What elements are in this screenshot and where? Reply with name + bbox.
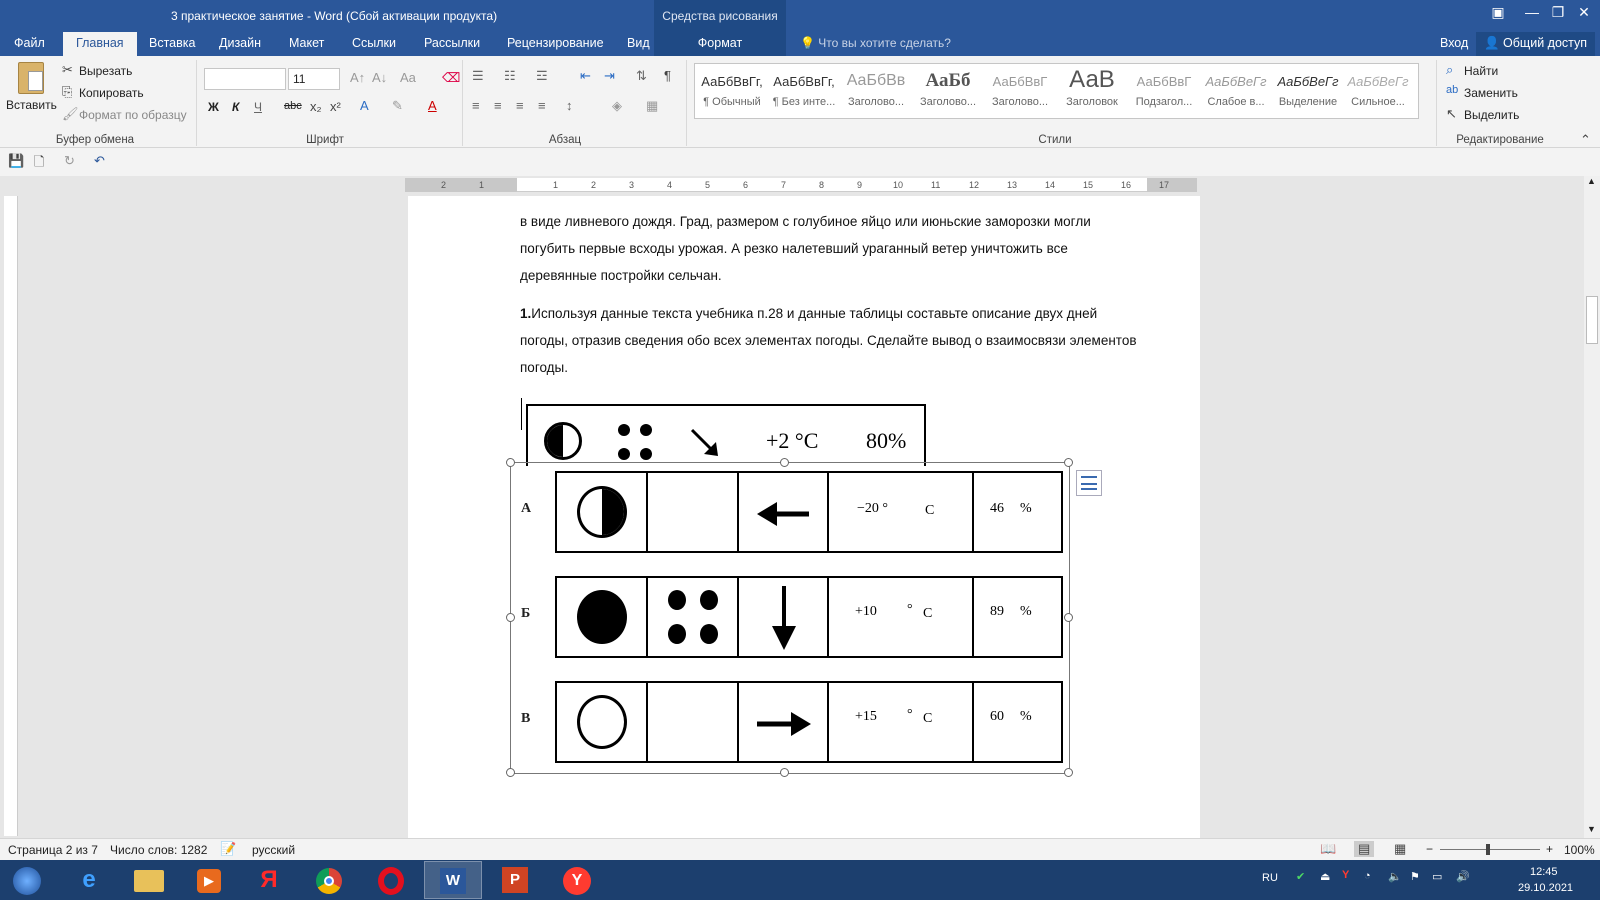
humidity-cell xyxy=(974,683,1065,761)
task-line: погоды, отразив сведения обо всех элементах погоды. Сделайте вывод о взаимосвязи элементов xyxy=(520,333,1137,348)
styles-gallery xyxy=(694,63,1419,119)
wind-cell xyxy=(739,578,829,656)
style-preview: АаБбВеГг xyxy=(1347,74,1409,89)
weather-row-c xyxy=(555,681,1063,763)
styles-group-label: Стили xyxy=(1038,134,1072,146)
wind-arrow-icon xyxy=(688,426,722,460)
tab-home[interactable]: Главная xyxy=(63,32,137,56)
precipitation-dots-icon xyxy=(666,588,722,648)
resize-handle[interactable] xyxy=(780,458,789,467)
humidity-value: 46 xyxy=(990,501,1004,516)
select-icon: ↖ xyxy=(1446,106,1457,121)
network-tray-icon[interactable]: ◔ xyxy=(1364,870,1371,882)
style-preview: АаБбВвГг, xyxy=(773,74,835,89)
ruler-tick: 11 xyxy=(931,180,941,190)
style-heading3[interactable] xyxy=(985,66,1055,116)
ribbon-home xyxy=(0,56,1600,148)
ruler-tick: 5 xyxy=(705,180,711,190)
grow-font-icon[interactable]: A↑ xyxy=(350,70,366,85)
tab-view[interactable]: Вид xyxy=(627,36,650,50)
ruler-tick: 2 xyxy=(441,180,447,190)
scroll-down-icon[interactable]: ▼ xyxy=(1587,824,1596,834)
task-number: 1. xyxy=(520,306,532,321)
style-subtle-emphasis[interactable] xyxy=(1201,66,1271,116)
ruler-tick: 16 xyxy=(1121,180,1132,190)
taskbar-opera[interactable] xyxy=(362,861,420,899)
collapse-ribbon-icon[interactable]: ⌃ xyxy=(1580,132,1591,147)
weather-table-old[interactable] xyxy=(526,404,926,466)
new-doc-icon[interactable]: 🗋 xyxy=(34,154,45,169)
weather-row-b xyxy=(555,576,1063,658)
ruler-tick: 14 xyxy=(1045,180,1056,190)
restore-icon[interactable]: ❐ xyxy=(1551,4,1565,20)
justify-icon[interactable]: ≡ xyxy=(538,98,546,113)
humidity-value: 89 xyxy=(990,604,1004,619)
temp-unit: С xyxy=(925,503,935,518)
font-name-box[interactable] xyxy=(204,68,286,90)
tab-file[interactable]: Файл xyxy=(14,36,45,50)
style-name: Выделение xyxy=(1278,96,1338,108)
old-temp: +2 °С xyxy=(766,428,819,453)
ruler-margin-left xyxy=(405,178,517,192)
ruler-tick: 8 xyxy=(819,180,825,190)
humidity-pct: % xyxy=(1020,709,1032,724)
ruler-tick: 6 xyxy=(743,180,749,190)
temp-degree: ° xyxy=(907,602,913,617)
paste-label: Вставить xyxy=(6,98,57,112)
ruler-tick: 12 xyxy=(969,180,980,190)
clipboard-group-label: Буфер обмена xyxy=(55,134,135,146)
ruler-tick: 2 xyxy=(591,180,597,190)
flag-tray-icon[interactable]: ⚑ xyxy=(1410,871,1420,883)
pilcrow-icon[interactable]: ¶ xyxy=(664,68,671,83)
align-center-icon[interactable]: ≡ xyxy=(494,98,502,113)
clear-sky-icon xyxy=(577,695,627,749)
volume-tray-icon[interactable]: 🔊 xyxy=(1456,871,1470,883)
align-right-icon[interactable]: ≡ xyxy=(516,98,524,113)
yandex-icon: Я xyxy=(260,866,278,893)
yandex-tray-icon[interactable]: Y xyxy=(1342,869,1350,881)
tell-me-text: Что вы хотите сделать? xyxy=(818,36,951,50)
resize-handle[interactable] xyxy=(1064,613,1073,622)
context-tab-group: Средства рисования xyxy=(654,0,786,32)
horizontal-ruler[interactable] xyxy=(405,178,1197,192)
bullets-icon[interactable]: ☰ xyxy=(472,68,484,83)
tell-me-search[interactable] xyxy=(800,36,951,50)
arrow-right-icon xyxy=(757,711,811,737)
arrow-down-icon xyxy=(770,586,798,650)
undo-icon[interactable]: ↶ xyxy=(94,153,105,168)
clipboard-icon xyxy=(18,62,44,94)
close-icon[interactable]: ✕ xyxy=(1578,4,1590,20)
ruler-tick: 9 xyxy=(857,180,863,190)
resize-handle[interactable] xyxy=(1064,458,1073,467)
save-icon[interactable]: 💾 xyxy=(8,153,25,168)
borders-icon[interactable]: ▦ xyxy=(646,98,659,113)
precipitation-dots-icon xyxy=(616,422,658,462)
ruler-tick: 1 xyxy=(553,180,559,190)
clock-date[interactable]: 29.10.2021 xyxy=(1518,882,1574,894)
resize-handle[interactable] xyxy=(506,458,515,467)
powerpoint-icon: P xyxy=(502,867,528,893)
ie-icon: e xyxy=(82,866,96,893)
style-preview: АаБбВвГг, xyxy=(701,74,763,89)
taskbar-powerpoint[interactable] xyxy=(486,861,544,899)
title-bar xyxy=(0,0,1600,32)
ruler-tick: 10 xyxy=(893,180,904,190)
tab-format[interactable]: Формат xyxy=(654,32,786,56)
sort-icon[interactable]: ⇅ xyxy=(636,68,647,83)
style-name: Заголово... xyxy=(847,96,905,108)
paragraph-group-label: Абзац xyxy=(548,134,582,146)
temp-unit: С xyxy=(923,606,933,621)
scroll-up-icon[interactable]: ▲ xyxy=(1587,176,1596,186)
find-button[interactable]: Найти xyxy=(1464,64,1499,78)
italic-button[interactable]: К xyxy=(232,100,240,114)
temp-cell xyxy=(829,578,974,656)
taskbar-media[interactable] xyxy=(180,861,238,899)
chrome-icon xyxy=(316,868,342,894)
taskbar-yandex-browser[interactable] xyxy=(548,861,606,899)
shading-icon[interactable]: ◈ xyxy=(612,98,622,113)
tab-review[interactable]: Рецензирование xyxy=(507,36,604,50)
zoom-in-icon[interactable]: + xyxy=(1546,842,1554,856)
precip-cell xyxy=(648,683,739,761)
separator xyxy=(196,60,197,146)
paragraph-line: в виде ливневого дождя. Град, размером с голубиное яйцо или июньские заморозки могли xyxy=(520,214,1091,229)
temp-value: −20 ° xyxy=(857,501,888,516)
ruler-tick: 3 xyxy=(629,180,635,190)
style-name: Подзагол... xyxy=(1135,96,1193,108)
temp-unit: С xyxy=(923,711,933,726)
find-icon: ⌕ xyxy=(1446,62,1454,77)
tab-references[interactable]: Ссылки xyxy=(352,36,397,50)
old-humidity: 80% xyxy=(866,428,907,453)
style-preview: АаБбВвГ xyxy=(1136,74,1192,89)
signin-link[interactable]: Вход xyxy=(1440,36,1469,50)
status-bar xyxy=(0,838,1600,860)
line-spacing-icon[interactable]: ↕ xyxy=(566,98,573,113)
read-mode-icon[interactable]: 📖 xyxy=(1320,841,1337,856)
web-layout-icon[interactable]: ▦ xyxy=(1394,841,1407,856)
ruler-tick: 4 xyxy=(667,180,673,190)
text-cursor xyxy=(521,398,522,430)
ruler-tick: 15 xyxy=(1083,180,1094,190)
resize-handle[interactable] xyxy=(506,613,515,622)
brush-icon: 🖌 xyxy=(62,106,79,121)
humidity-cell xyxy=(974,578,1065,656)
paste-button[interactable] xyxy=(6,60,56,128)
language-status[interactable]: русский xyxy=(252,843,296,857)
cut-button[interactable]: Вырезать xyxy=(79,64,133,78)
style-name: Сильное... xyxy=(1351,96,1405,108)
select-button[interactable]: Выделить xyxy=(1464,108,1520,122)
font-group-label: Шрифт xyxy=(306,134,344,146)
tab-layout[interactable]: Макет xyxy=(289,36,325,50)
start-button[interactable] xyxy=(2,861,52,899)
temp-degree: ° xyxy=(907,707,913,722)
cloud-cell xyxy=(557,473,648,551)
clear-format-icon[interactable]: ⌫ xyxy=(442,70,461,85)
word-icon: W xyxy=(440,868,466,894)
usb-tray-icon[interactable]: ⏏ xyxy=(1320,871,1331,883)
ribbon-tabs xyxy=(0,32,1600,56)
tab-insert[interactable]: Вставка xyxy=(149,36,196,50)
share-button[interactable] xyxy=(1476,32,1595,56)
temp-value: +15 xyxy=(855,709,877,724)
style-name: ¶ Обычный xyxy=(703,96,761,108)
style-preview: АаБбВеГг xyxy=(1277,74,1339,89)
humidity-cell xyxy=(974,473,1065,551)
page-count[interactable]: Страница 2 из 7 xyxy=(8,843,98,857)
replace-icon: ab xyxy=(1446,84,1459,96)
style-name: Заголово... xyxy=(919,96,977,108)
vertical-ruler[interactable] xyxy=(4,196,18,836)
quick-access-toolbar xyxy=(0,148,1600,176)
font-color-icon[interactable]: A xyxy=(428,98,437,113)
resize-handle[interactable] xyxy=(780,768,789,777)
zoom-out-icon[interactable]: − xyxy=(1426,842,1434,856)
style-heading1[interactable] xyxy=(841,66,911,116)
row-label-c: В xyxy=(521,711,531,726)
share-label: Общий доступ xyxy=(1503,36,1588,50)
numbering-icon[interactable]: ☷ xyxy=(504,68,516,83)
temp-cell xyxy=(829,683,974,761)
style-name: Слабое в... xyxy=(1207,96,1265,108)
task-line: погоды. xyxy=(520,360,568,375)
precip-cell xyxy=(648,578,739,656)
paragraph-line: деревянные постройки сельчан. xyxy=(520,268,722,283)
underline-button[interactable]: Ч xyxy=(254,100,262,114)
text-effects-icon[interactable]: A xyxy=(360,98,369,113)
repeat-icon[interactable]: ↻ xyxy=(64,153,75,168)
style-preview: АаБбВв xyxy=(846,72,906,89)
cloud-cell xyxy=(557,578,648,656)
increase-indent-icon[interactable]: ⇥ xyxy=(604,68,615,83)
cloud-cell xyxy=(557,683,648,761)
tab-design[interactable]: Дизайн xyxy=(219,36,262,50)
input-language[interactable]: RU xyxy=(1262,872,1278,884)
style-title[interactable] xyxy=(1057,66,1127,116)
style-no-spacing[interactable] xyxy=(769,66,839,116)
separator xyxy=(1436,60,1437,146)
highlight-icon[interactable]: ✎ xyxy=(392,98,403,113)
wind-cell xyxy=(739,683,829,761)
clock-time[interactable]: 12:45 xyxy=(1530,866,1558,878)
zoom-level[interactable]: 100% xyxy=(1564,843,1595,857)
display-tray-icon[interactable]: ▭ xyxy=(1432,871,1443,883)
yandex-browser-icon: Y xyxy=(563,867,591,895)
copy-icon: ⎘ xyxy=(62,84,73,99)
taskbar-explorer[interactable] xyxy=(120,861,178,899)
precip-cell xyxy=(648,473,739,551)
paragraph-line: погубить первые всходы урожая. А резко налетевший ураганный ветер уничтожить все xyxy=(520,241,1068,256)
separator xyxy=(686,60,687,146)
lightbulb-icon: 💡 xyxy=(800,36,819,50)
style-preview: АаБбВеГг xyxy=(1205,74,1267,89)
change-case-icon[interactable]: Aa xyxy=(400,70,416,85)
strike-button[interactable]: abc xyxy=(284,100,302,112)
row-label-b: Б xyxy=(521,606,531,621)
style-preview: АаВ xyxy=(1069,66,1115,93)
window-title: 3 практическое занятие - Word (Сбой активации продукта) xyxy=(171,9,498,23)
ruler-margin-right xyxy=(1147,178,1197,192)
taskbar-word[interactable] xyxy=(424,861,482,899)
subscript-icon[interactable]: x₂ xyxy=(310,99,322,114)
folder-icon xyxy=(134,870,164,892)
row-label-a: А xyxy=(521,501,532,516)
task-text: Используя данные текста учебника п.28 и данные таблицы составьте описание двух дней xyxy=(531,306,1098,321)
temp-value: +10 xyxy=(855,604,877,619)
ruler-tick: 7 xyxy=(781,180,787,190)
style-emphasis[interactable] xyxy=(1273,66,1343,116)
copy-button[interactable]: Копировать xyxy=(79,86,144,100)
taskbar-yandex[interactable] xyxy=(240,861,298,899)
task-line xyxy=(520,300,1150,327)
taskbar-ie[interactable] xyxy=(60,861,118,899)
security-tray-icon[interactable]: ✔ xyxy=(1296,871,1306,883)
windows-taskbar xyxy=(0,860,1600,900)
style-name: Заголовок xyxy=(1066,96,1118,108)
taskbar-chrome[interactable] xyxy=(300,861,358,899)
arrow-left-icon xyxy=(757,501,811,527)
vertical-scrollbar[interactable] xyxy=(1584,176,1600,838)
weather-row-a xyxy=(555,471,1063,553)
tab-mailings[interactable]: Рассылки xyxy=(424,36,481,50)
humidity-pct: % xyxy=(1020,501,1032,516)
half-cloud-icon xyxy=(544,422,582,460)
humidity-value: 60 xyxy=(990,709,1004,724)
scroll-thumb[interactable] xyxy=(1586,296,1598,344)
ruler-tick: 17 xyxy=(1159,180,1170,190)
style-preview: АаБб xyxy=(925,70,971,91)
wind-cell xyxy=(739,473,829,551)
humidity-pct: % xyxy=(1020,604,1032,619)
style-normal[interactable] xyxy=(697,66,767,116)
align-left-icon[interactable]: ≡ xyxy=(472,98,480,113)
style-name: ¶ Без инте... xyxy=(772,96,836,108)
word-count[interactable]: Число слов: 1282 xyxy=(110,843,208,857)
minimize-icon[interactable]: — xyxy=(1525,4,1539,20)
windows-logo-icon xyxy=(13,867,41,895)
editing-group-label: Редактирование xyxy=(1456,134,1544,146)
print-layout-icon[interactable]: ▤ xyxy=(1354,841,1374,857)
opera-icon xyxy=(378,867,404,895)
multilevel-icon[interactable]: ☲ xyxy=(536,68,548,83)
resize-handle[interactable] xyxy=(506,768,515,777)
style-name: Заголово... xyxy=(991,96,1049,108)
layout-options-icon[interactable] xyxy=(1076,470,1102,496)
style-intense-emphasis[interactable] xyxy=(1343,66,1413,116)
half-cloud-icon xyxy=(577,486,627,538)
ruler-tick: 1 xyxy=(479,180,485,190)
font-size-box[interactable]: 11 xyxy=(288,68,340,90)
temp-cell xyxy=(829,473,974,551)
full-cloud-icon xyxy=(577,590,627,644)
bold-button[interactable]: Ж xyxy=(208,100,219,114)
speaker-tray-icon[interactable]: 🔈 xyxy=(1388,871,1402,883)
style-preview: АаБбВвГ xyxy=(992,74,1048,89)
superscript-icon[interactable]: x² xyxy=(330,99,341,114)
media-player-icon: ▶ xyxy=(197,869,221,893)
person-icon: 👤 xyxy=(1484,36,1504,50)
replace-button[interactable]: Заменить xyxy=(1464,86,1518,100)
ribbon-display-icon[interactable]: ▣ xyxy=(1491,4,1505,20)
weather-picture[interactable] xyxy=(510,462,1070,774)
document-page[interactable] xyxy=(408,196,1200,838)
separator xyxy=(462,60,463,146)
style-heading2[interactable] xyxy=(913,66,983,116)
format-painter-button[interactable]: Формат по образцу xyxy=(79,108,187,122)
style-subtitle[interactable] xyxy=(1129,66,1199,116)
ruler-tick: 13 xyxy=(1007,180,1018,190)
zoom-slider[interactable] xyxy=(1440,849,1540,850)
proofing-icon[interactable]: 📝 xyxy=(220,841,237,856)
scissors-icon: ✂ xyxy=(62,62,73,77)
shrink-font-icon[interactable]: A↓ xyxy=(372,70,388,85)
resize-handle[interactable] xyxy=(1064,768,1073,777)
decrease-indent-icon[interactable]: ⇤ xyxy=(580,68,591,83)
